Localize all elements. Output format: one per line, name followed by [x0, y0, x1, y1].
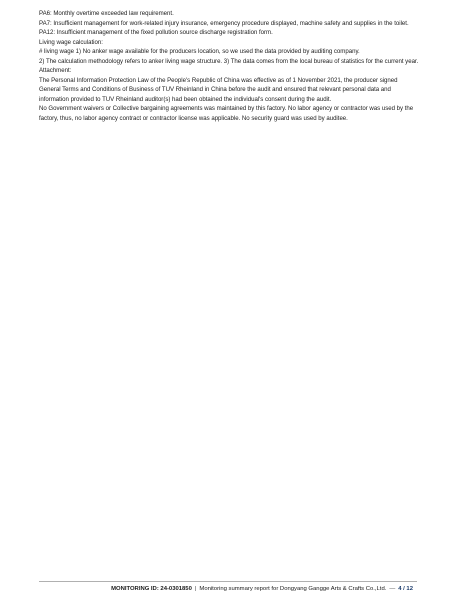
living-wage-note-1: # living wage 1) No anker wage available for the producers location, so we used the data provided by auditing company. — [39, 48, 360, 56]
living-wage-note-2: 2) The calculation methodology refers to anker living wage structure. 3) The data comes from the local bureau of statistics for the current year. — [39, 57, 419, 65]
monitoring-id: MONITORING ID: 24-0301850 — [111, 586, 192, 592]
page-indicator: 4 / 12 — [398, 586, 413, 592]
privacy-law-paragraph: The Personal Information Protection Law of the People's Republic of China was effective as of 1 November 2021, the producer signed General Terms and Conditions of Business of TUV Rheinland in China before the audit and ensured that relevant personal data and information provided to TUV Rheinland auditor(s) had been obtained the individual's consent during the audit. — [39, 76, 398, 103]
footer-divider — [39, 581, 417, 582]
page-footer — [39, 584, 413, 594]
finding-pa6: PA6: Monthly overtime exceeded law requirement. — [39, 10, 174, 17]
report-title: Monitoring summary report for Dongyang Gangge Arts & Crafts Co.,Ltd. — [199, 586, 387, 592]
footer-separator: | — [194, 586, 197, 592]
labor-agency-paragraph: No Government waivers or Collective bargaining agreements was maintained by this factory. No labor agency or contractor was used by the factory, thus, no labor agency contract or contractor license was applicable. No security guard was used by auditee. — [39, 105, 414, 123]
finding-pa12: PA12: Insufficient management of the fixed pollution source discharge registration form. — [39, 29, 273, 37]
living-wage-heading: Living wage calculation: — [39, 38, 103, 46]
footer-dash: — — [389, 586, 396, 592]
finding-pa7: PA7: Insufficient management for work-related injury insurance, emergency procedure displayed, machine safety and supplies in the toilet. — [39, 19, 409, 27]
report-body — [39, 9, 419, 124]
attachment-heading: Attachment: — [39, 67, 72, 75]
